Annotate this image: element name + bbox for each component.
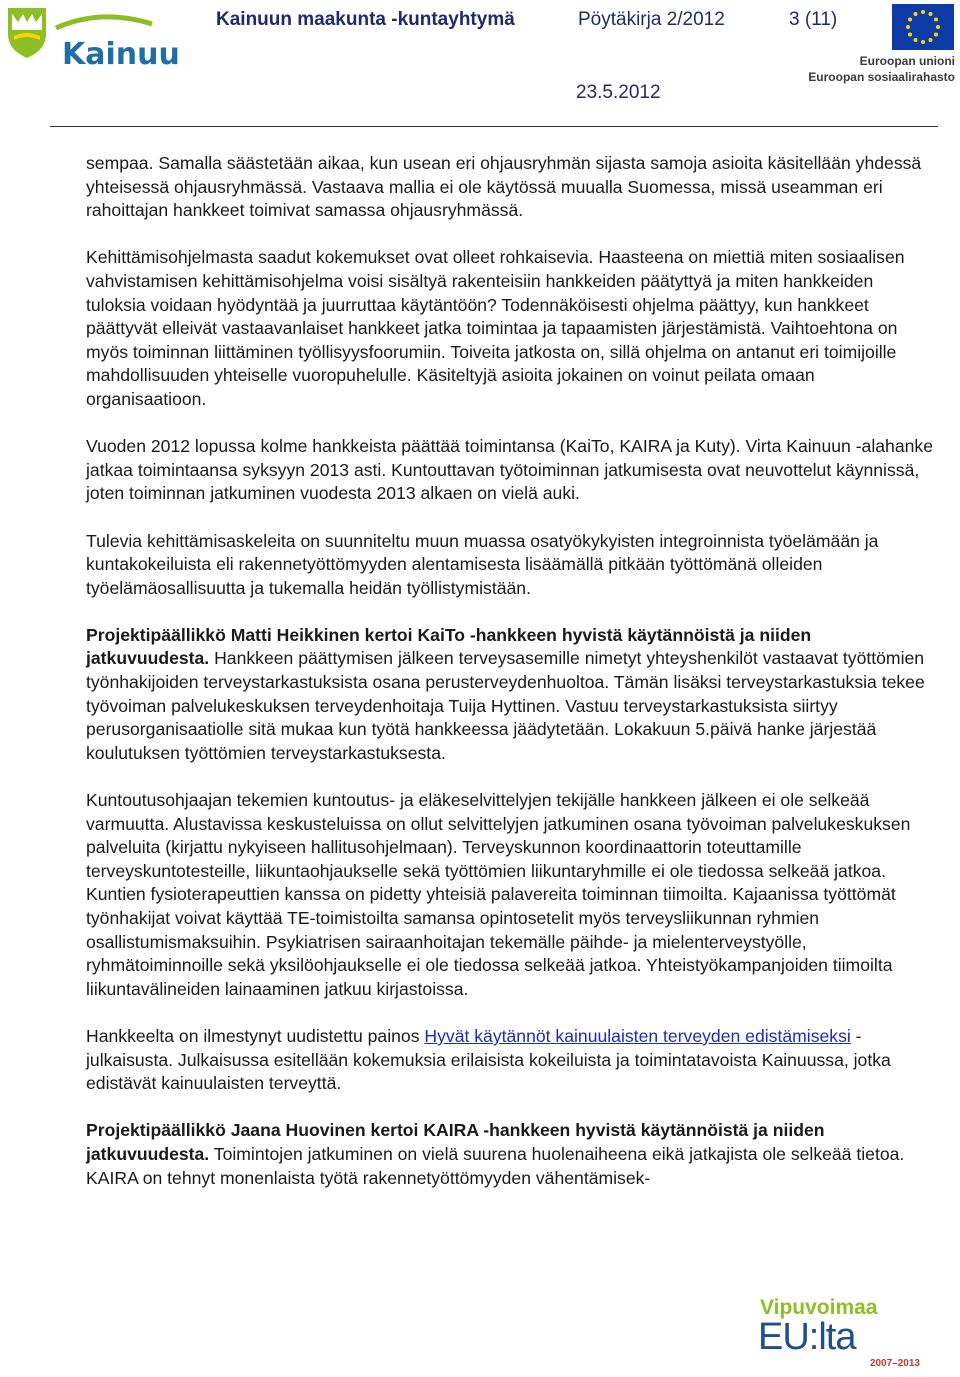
- eulta-label: EU:lta: [758, 1316, 856, 1358]
- paragraph: Tulevia kehittämisaskeleita on suunniteltu muun muassa osatyökykyisten integroinnista työelämään ja kuntakokeiluista eli rakennetyöttömyyden alentamisesta lisäämällä pitkään työttömänä olleiden työelämäosallisuutta ja tukemalla heidän työllistymistään.: [86, 530, 879, 598]
- vipuvoimaa-logo: [758, 1296, 928, 1372]
- program-years: 2007–2013: [869, 1358, 920, 1369]
- header-divider: [50, 126, 938, 127]
- document-type: Pöytäkirja 2/2012: [578, 9, 725, 30]
- paragraph-text: Toimintojen jatkuminen on vielä suurena huolenaiheena eikä jatkajista ole selkeää tietoa. KAIRA on tehnyt monenlaista työtä rakennetyöttömyyden vähentämisek-: [86, 1143, 905, 1188]
- eu-fund-label: Euroopan sosiaalirahasto: [808, 70, 955, 84]
- document-body: [86, 152, 936, 1214]
- publication-link[interactable]: Hyvät käytännöt kainuulaisten terveyden edistämiseksi: [424, 1025, 851, 1046]
- svg-text:Kainuu: Kainuu: [62, 37, 180, 72]
- section-heading: Projektipäällikkö Matti Heikkinen kertoi KaiTo -hankkeen hyvistä käytännöistä ja niiden jatkuvuudesta.: [86, 624, 812, 669]
- eu-flag-icon: [892, 4, 954, 50]
- section-heading: Projektipäällikkö Jaana Huovinen kertoi KAIRA -hankkeen hyvistä käytännöistä ja niiden jatkuvuudesta.: [86, 1120, 825, 1164]
- document-date: 23.5.2012: [576, 82, 661, 103]
- paragraph: [86, 1119, 936, 1190]
- paragraph-text: Hankkeelta on ilmestynyt uudistettu painos: [86, 1025, 425, 1046]
- paragraph: Vuoden 2012 lopussa kolme hankkeista päättää toimintansa (KaiTo, KAIRA ja Kuty). Virta Kainuun -alahanke jatkaa toimintaansa syksyyn 2013 asti. Kuntouttavan työtoiminnan jatkumisesta ovat neuvottelut käynnissä, joten toiminnan jatkuminen vuodesta 2013 alkaen on vielä auki.: [86, 436, 933, 504]
- paragraph-text: Hankkeen päättymisen jälkeen terveysasemille nimetyt yhteyshenkilöt vastaavat työttömien työnhakijoiden terveystarkastuksista osana perusterveydenhuoltoa. Tämän lisäksi terveystarkastuksia tekee työvoiman palvelukeskuksen terveydenhoitaja Tuija Hyttinen. Vastuu terveystarkastuksista siirtyy perusorganisaatiolle sitä mukaa kun työtä hankkeessa jäädytetään. Lokakuun 5.päivä hanke järjestää koulutuksen työttömien terveystarkastuksesta.: [86, 648, 925, 763]
- vipuvoimaa-label: Vipuvoimaa: [760, 1296, 878, 1319]
- paragraph: Kehittämisohjelmasta saadut kokemukset ovat olleet rohkaisevia. Haasteena on miettiä miten sosiaalisen vahvistamisen kehittämisohjelma voisi sisältyä rakenteisiin hankkeiden päätyttyä ja miten hankkeiden tuloksia voidaan hyödyntää ja juurruttaa käytäntöön? Todennäköisesti ohjelma päättyy, kun hankkeet päättyvät elleivät vastaavanlaiset hankkeet jatka toimintaa ja tapaamisten järjestämistä. Vaihtoehtona on myös toiminnan liittäminen työllisyysfoorumiin. Toiveita jatkosta on, sillä ohjelma on antanut eri toimijoille mahdollisuuden yhteiselle vuoropuhelulle. Käsiteltyjä asioita jokainen on voinut peilata omaan organisaatioon.: [86, 247, 905, 409]
- paragraph: [86, 624, 936, 766]
- paragraph-text: -julkaisusta. Julkaisussa esitellään kokemuksia erilaisista kokeiluista ja toimintatavoista Kainuussa, jotka edistävät kainuulaisten terveyttä.: [86, 1025, 891, 1094]
- page-number: 3 (11): [789, 9, 838, 30]
- organization-name: Kainuun maakunta -kuntayhtymä: [216, 9, 515, 30]
- kainuu-logo-icon: [6, 4, 180, 74]
- eu-union-label: Euroopan unioni: [859, 54, 955, 68]
- paragraph: Kuntoutusohjaajan tekemien kuntoutus- ja eläkeselvittelyjen tekijälle hankkeen jälkeen ei ole selkeää varmuutta. Alustavissa keskusteluissa on ollut selvittelyjen jatkuminen osana työvoiman palvelukeskuksen palveluita (kirjattu nykyiseen hallitusohjelmaan). Terveyskunnon koordinaattorin toteuttamille terveyskuntotesteille, liikuntaohjaukselle sekä työttömien liikuntaryhmille ei ole tiedossa selkeää jatkoa. Kuntien fysioterapeuttien kanssa on pidetty yhteisiä palavereita toiminnan tiimoilta. Kajaanissa työttömät työnhakijat voivat käyttää TE-toimistoilta samansa opintosetelit myös terveysliikunnan ryhmien osallistumismaksuihin. Psykiatrisen sairaanhoitajan tekemälle päihde- ja mielenterveystyölle, ryhmätoiminnoille sekä yksilöohjaukselle ei ole tiedossa selkeää jatkoa. Yhteistyökampanjoiden tiimoilta liikuntavälineiden lainaaminen jatkuu kirjastoissa.: [86, 790, 911, 999]
- paragraph: sempaa. Samalla säästetään aikaa, kun usean eri ohjausryhmän sijasta samoja asioita käsitellään yhdessä yhteisessä ohjausryhmässä. Vastaava mallia ei ole käytössä muualla Suomessa, missä useamman eri rahoittajan hankkeet toimivat samassa ohjausryhmässä.: [86, 153, 922, 221]
- paragraph: [86, 1025, 936, 1096]
- page-header: [0, 0, 960, 130]
- eu-logo: [808, 2, 957, 86]
